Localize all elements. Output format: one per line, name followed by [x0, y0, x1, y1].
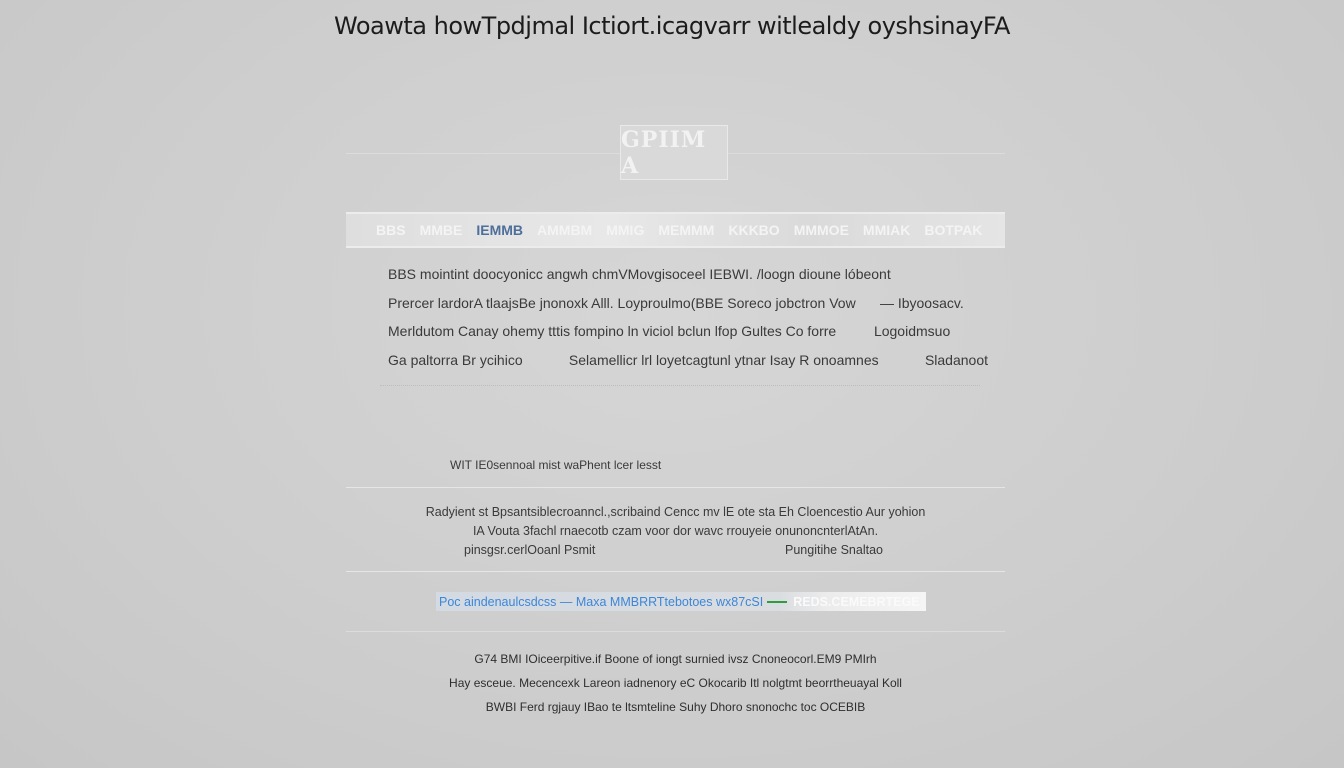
link[interactable]: Poc aindenaulcsdcss — Maxa MMBRRTtebotoes wx87cSI	[439, 594, 764, 609]
logo-text: GPIIM A	[621, 126, 707, 179]
paragraph-line: IA Vouta 3fachl rnaecotb czam voor dor wavc rrouyeie onunoncnterlAtAn.	[472, 524, 879, 538]
paragraph-split-line	[346, 541, 1005, 560]
logo	[620, 125, 728, 180]
info-table	[388, 264, 988, 378]
table-row	[388, 293, 988, 322]
banner-segment: AMMBM	[537, 222, 593, 238]
table-cell: BBS mointint doocyonicc angwh chmVMovgisoceel IEBWI. /loogn dioune lóbeont	[388, 266, 891, 282]
table-cell: Selamellicr lrl loyetcagtunl ytnar Isay R onoamnes	[568, 351, 879, 368]
paragraph-split-right: Pungitihe Snaltao	[785, 543, 883, 557]
section-subheading: WIT IE0sennoal mist waPhent lcer lesst	[450, 458, 662, 472]
page-title: Woawta howTpdjmal Ictiort.icagvarr witlealdy oyshsinayFA	[334, 12, 1010, 40]
footer-line: Hay esceue. Mecencexk Lareon iadnenory eC Okocarib Itl nolgtmt beorrtheuayal Koll	[449, 676, 902, 690]
footer-line: G74 BMI IOiceerpitive.if Boone of iongt surnied ivsz Cnoneocorl.EM9 PMIrh	[474, 652, 877, 666]
body-paragraph	[346, 503, 1005, 560]
table-cell: Logoidmsuo	[873, 323, 951, 339]
banner-segment-highlight: IEMMB	[476, 222, 524, 238]
banner-segment: MMMOE	[793, 222, 849, 238]
banner-segment: BOTPAK	[924, 222, 983, 238]
banner-segment: MMBE	[419, 222, 463, 238]
divider	[346, 571, 1005, 572]
banner-segment: MMIAK	[862, 222, 911, 238]
footer-line: BWBI Ferd rgjauy IBao te ltsmteline Suhy Dhoro snonochc toc OCEBIB	[485, 700, 866, 714]
table-cell: Sladanoot	[924, 351, 988, 368]
table-cell: Merldutom Canay ohemy tttis fompino ln viciol bclun lfop Gultes Co forre	[388, 323, 837, 339]
banner-segment: KKKBO	[728, 222, 780, 238]
footer-block	[346, 650, 1005, 722]
link-bar-faded-text: REDS.CEMEBRTEGE	[793, 594, 920, 609]
table-row	[388, 350, 988, 379]
link-bar[interactable]	[436, 592, 926, 611]
banner-segment: BBS	[376, 222, 406, 238]
table-cell: — Ibyoosacv.	[879, 294, 964, 311]
table-row	[388, 321, 988, 350]
paragraph-line: Radyient st Bpsantsiblecroanncl.,scribaind Cencc mv lE ote sta Eh Cloencestio Aur yohion	[425, 505, 926, 519]
dotted-divider	[380, 385, 980, 386]
banner-strip	[346, 212, 1005, 248]
banner-segment: MEMMM	[658, 222, 715, 238]
divider	[346, 487, 1005, 488]
table-cell: Prercer lardorA tlaajsBe jnonoxk Alll. Loyproulmo(BBE Soreco jobctron Vow	[388, 294, 856, 311]
green-dash-icon	[767, 601, 787, 603]
table-row	[388, 264, 988, 293]
divider	[346, 631, 1005, 632]
table-cell: Ga paltorra Br ycihico	[388, 351, 523, 368]
banner-segment: MMIG	[606, 222, 645, 238]
paragraph-split-left: pinsgsr.cerlOoanl Psmit	[464, 543, 596, 557]
